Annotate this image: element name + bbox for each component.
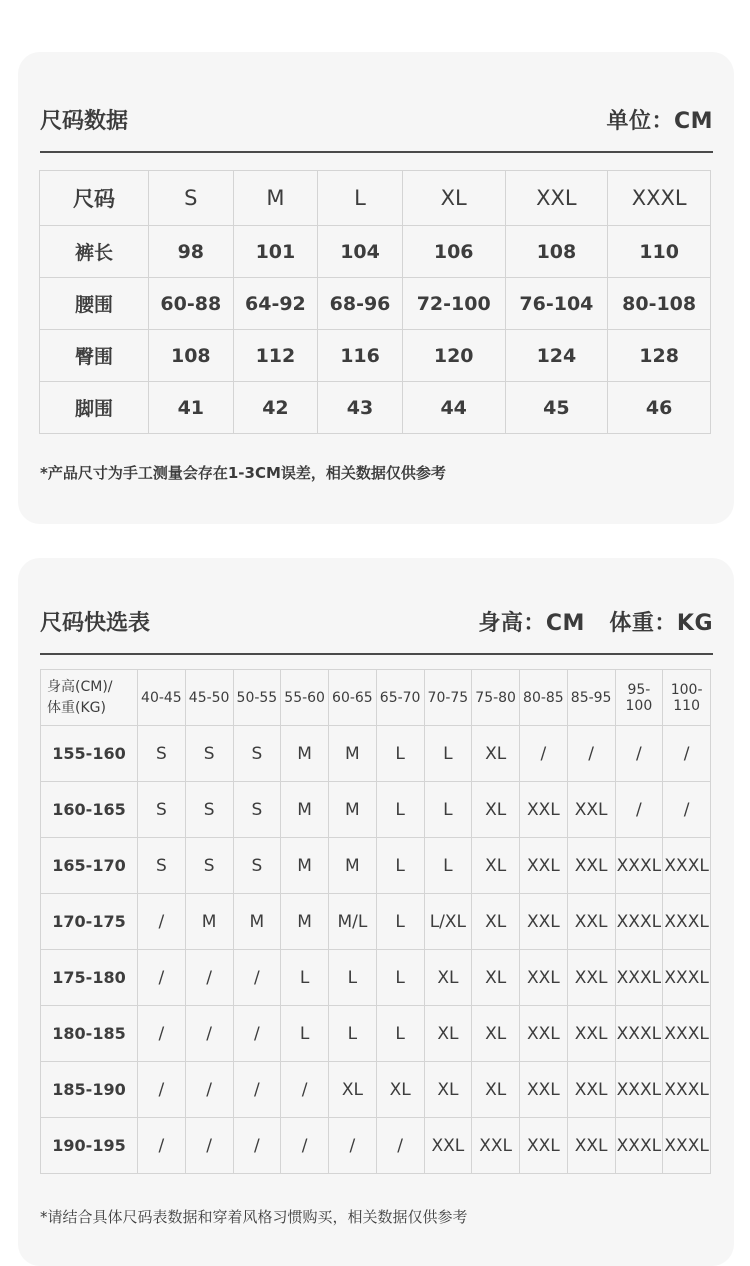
size-recommendation-cell: XXL bbox=[567, 1062, 615, 1118]
size-recommendation-cell: L bbox=[424, 726, 472, 782]
size-recommendation-cell: XXXL bbox=[615, 1006, 663, 1062]
size-recommendation-cell: XL bbox=[424, 1006, 472, 1062]
size-recommendation-cell: S bbox=[138, 838, 186, 894]
size-recommendation-cell: L bbox=[424, 838, 472, 894]
quick-select-table bbox=[40, 669, 711, 1174]
quick-select-header bbox=[40, 606, 713, 637]
size-header-cell: XXXL bbox=[608, 171, 711, 226]
measurement-cell: 76-104 bbox=[505, 278, 608, 330]
corner-line-1: 身高(CM)/ bbox=[47, 678, 113, 695]
size-recommendation-cell: XXL bbox=[567, 1006, 615, 1062]
size-recommendation-cell: / bbox=[185, 1062, 233, 1118]
size-recommendation-cell: S bbox=[138, 726, 186, 782]
height-label: 170-175 bbox=[41, 894, 138, 950]
size-header-cell: XL bbox=[402, 171, 505, 226]
size-recommendation-cell: / bbox=[615, 782, 663, 838]
weight-header-cell: 60-65 bbox=[329, 670, 377, 726]
size-recommendation-cell: / bbox=[138, 1062, 186, 1118]
measurement-cell: 43 bbox=[318, 382, 403, 434]
size-recommendation-cell: XXXL bbox=[663, 1006, 711, 1062]
size-recommendation-cell: XXL bbox=[520, 1118, 568, 1174]
measurement-cell: 64-92 bbox=[233, 278, 318, 330]
size-recommendation-cell: / bbox=[376, 1118, 424, 1174]
size-recommendation-cell: / bbox=[663, 782, 711, 838]
height-label: 160-165 bbox=[41, 782, 138, 838]
measurement-cell: 110 bbox=[608, 226, 711, 278]
table-row bbox=[41, 1006, 711, 1062]
weight-header-cell: 45-50 bbox=[185, 670, 233, 726]
table-row bbox=[41, 1118, 711, 1174]
measurement-cell: 120 bbox=[402, 330, 505, 382]
height-label: 180-185 bbox=[41, 1006, 138, 1062]
size-header-row bbox=[40, 171, 711, 226]
table-row bbox=[40, 226, 711, 278]
size-header-cell: M bbox=[233, 171, 318, 226]
size-recommendation-cell: XXL bbox=[520, 782, 568, 838]
size-recommendation-cell: XXL bbox=[520, 894, 568, 950]
measurement-cell: 80-108 bbox=[608, 278, 711, 330]
header-divider bbox=[40, 151, 713, 153]
size-recommendation-cell: M bbox=[281, 726, 329, 782]
size-recommendation-cell: M bbox=[281, 838, 329, 894]
size-recommendation-cell: M bbox=[281, 894, 329, 950]
size-recommendation-cell: XXXL bbox=[663, 894, 711, 950]
weight-header-cell: 55-60 bbox=[281, 670, 329, 726]
table-row bbox=[40, 278, 711, 330]
measurement-cell: 98 bbox=[149, 226, 234, 278]
size-recommendation-cell: / bbox=[233, 1062, 281, 1118]
size-recommendation-cell: L bbox=[281, 950, 329, 1006]
size-recommendation-cell: XXXL bbox=[615, 950, 663, 1006]
corner-line-2: 体重(KG) bbox=[47, 699, 106, 716]
size-recommendation-cell: L bbox=[424, 782, 472, 838]
size-recommendation-cell: / bbox=[185, 1118, 233, 1174]
height-label: 185-190 bbox=[41, 1062, 138, 1118]
size-recommendation-cell: / bbox=[138, 894, 186, 950]
size-recommendation-cell: / bbox=[138, 950, 186, 1006]
height-label: 190-195 bbox=[41, 1118, 138, 1174]
size-recommendation-cell: / bbox=[233, 950, 281, 1006]
size-recommendation-cell: XXXL bbox=[615, 894, 663, 950]
table-row bbox=[40, 382, 711, 434]
size-recommendation-cell: XXXL bbox=[615, 838, 663, 894]
size-recommendation-cell: / bbox=[185, 950, 233, 1006]
measurement-cell: 68-96 bbox=[318, 278, 403, 330]
size-data-unit: 单位：CM bbox=[606, 109, 713, 134]
size-recommendation-cell: XXL bbox=[567, 782, 615, 838]
measurement-cell: 128 bbox=[608, 330, 711, 382]
size-recommendation-cell: M bbox=[233, 894, 281, 950]
size-recommendation-cell: XXL bbox=[567, 950, 615, 1006]
size-data-table bbox=[39, 170, 711, 434]
size-recommendation-cell: L bbox=[376, 1006, 424, 1062]
size-recommendation-cell: S bbox=[233, 838, 281, 894]
quick-select-title: 尺码快选表 bbox=[40, 611, 151, 636]
size-recommendation-cell: XXL bbox=[567, 1118, 615, 1174]
size-recommendation-cell: S bbox=[233, 726, 281, 782]
size-recommendation-cell: L bbox=[329, 950, 377, 1006]
weight-header-cell: 50-55 bbox=[233, 670, 281, 726]
height-label: 175-180 bbox=[41, 950, 138, 1006]
weight-header-row bbox=[41, 670, 711, 726]
size-recommendation-cell: L bbox=[376, 894, 424, 950]
size-header-cell: S bbox=[149, 171, 234, 226]
size-recommendation-cell: / bbox=[520, 726, 568, 782]
size-recommendation-cell: XL bbox=[472, 838, 520, 894]
size-recommendation-cell: L/XL bbox=[424, 894, 472, 950]
size-recommendation-cell: L bbox=[329, 1006, 377, 1062]
measurement-cell: 46 bbox=[608, 382, 711, 434]
weight-header-cell: 95-100 bbox=[615, 670, 663, 726]
measurement-cell: 104 bbox=[318, 226, 403, 278]
size-data-header bbox=[40, 104, 713, 135]
size-recommendation-cell: XXXL bbox=[615, 1062, 663, 1118]
size-recommendation-cell: XXL bbox=[520, 950, 568, 1006]
size-recommendation-cell: / bbox=[233, 1118, 281, 1174]
measurement-cell: 42 bbox=[233, 382, 318, 434]
size-recommendation-cell: / bbox=[329, 1118, 377, 1174]
size-header-cell: L bbox=[318, 171, 403, 226]
size-recommendation-cell: XXXL bbox=[663, 838, 711, 894]
weight-header-cell: 100-110 bbox=[663, 670, 711, 726]
size-recommendation-cell: XL bbox=[472, 950, 520, 1006]
measurement-cell: 116 bbox=[318, 330, 403, 382]
size-recommendation-cell: L bbox=[281, 1006, 329, 1062]
quick-select-unit: 身高：CM 体重：KG bbox=[478, 611, 713, 636]
size-recommendation-cell: S bbox=[185, 726, 233, 782]
measurement-cell: 72-100 bbox=[402, 278, 505, 330]
measurement-cell: 106 bbox=[402, 226, 505, 278]
table-row bbox=[41, 726, 711, 782]
size-recommendation-cell: XXXL bbox=[663, 950, 711, 1006]
size-recommendation-cell: XXL bbox=[424, 1118, 472, 1174]
size-data-title: 尺码数据 bbox=[40, 109, 129, 134]
size-header-cell: XXL bbox=[505, 171, 608, 226]
table-row bbox=[41, 950, 711, 1006]
measurement-cell: 124 bbox=[505, 330, 608, 382]
height-label: 155-160 bbox=[41, 726, 138, 782]
size-recommendation-cell: XXL bbox=[567, 894, 615, 950]
size-recommendation-cell: XL bbox=[472, 894, 520, 950]
size-recommendation-cell: XXXL bbox=[615, 1118, 663, 1174]
size-data-card bbox=[18, 52, 734, 524]
size-recommendation-cell: S bbox=[233, 782, 281, 838]
size-data-note: *产品尺寸为手工测量会存在1-3CM误差，相关数据仅供参考 bbox=[40, 464, 446, 482]
table-row bbox=[41, 894, 711, 950]
size-recommendation-cell: XL bbox=[472, 1006, 520, 1062]
size-recommendation-cell: / bbox=[233, 1006, 281, 1062]
size-recommendation-cell: XXL bbox=[520, 838, 568, 894]
measurement-cell: 44 bbox=[402, 382, 505, 434]
size-recommendation-cell: XXXL bbox=[663, 1062, 711, 1118]
size-recommendation-cell: / bbox=[663, 726, 711, 782]
size-recommendation-cell: M bbox=[185, 894, 233, 950]
measurement-cell: 45 bbox=[505, 382, 608, 434]
measurement-cell: 112 bbox=[233, 330, 318, 382]
table-row bbox=[40, 330, 711, 382]
row-label: 臀围 bbox=[40, 330, 149, 382]
row-label: 脚围 bbox=[40, 382, 149, 434]
size-recommendation-cell: XL bbox=[424, 950, 472, 1006]
size-recommendation-cell: XL bbox=[424, 1062, 472, 1118]
measurement-cell: 60-88 bbox=[149, 278, 234, 330]
size-recommendation-cell: L bbox=[376, 950, 424, 1006]
height-weight-corner bbox=[41, 670, 138, 726]
size-recommendation-cell: XL bbox=[472, 726, 520, 782]
measurement-cell: 41 bbox=[149, 382, 234, 434]
size-recommendation-cell: M bbox=[329, 838, 377, 894]
size-recommendation-cell: / bbox=[567, 726, 615, 782]
size-recommendation-cell: XL bbox=[472, 782, 520, 838]
measurement-cell: 108 bbox=[505, 226, 608, 278]
size-recommendation-cell: M bbox=[329, 782, 377, 838]
size-recommendation-cell: L bbox=[376, 782, 424, 838]
size-recommendation-cell: / bbox=[185, 1006, 233, 1062]
size-recommendation-cell: XL bbox=[472, 1062, 520, 1118]
weight-header-cell: 75-80 bbox=[472, 670, 520, 726]
row-label: 裤长 bbox=[40, 226, 149, 278]
size-recommendation-cell: XXL bbox=[567, 838, 615, 894]
weight-header-cell: 65-70 bbox=[376, 670, 424, 726]
size-recommendation-cell: S bbox=[138, 782, 186, 838]
size-recommendation-cell: XL bbox=[376, 1062, 424, 1118]
quick-select-note: *请结合具体尺码表数据和穿着风格习惯购买，相关数据仅供参考 bbox=[40, 1208, 468, 1226]
size-recommendation-cell: M bbox=[281, 782, 329, 838]
size-recommendation-cell: L bbox=[376, 838, 424, 894]
size-recommendation-cell: / bbox=[138, 1006, 186, 1062]
quick-select-card bbox=[18, 558, 734, 1266]
row-label: 腰围 bbox=[40, 278, 149, 330]
size-recommendation-cell: S bbox=[185, 782, 233, 838]
size-recommendation-cell: / bbox=[615, 726, 663, 782]
size-recommendation-cell: M bbox=[329, 726, 377, 782]
size-header-label: 尺码 bbox=[40, 171, 149, 226]
table-row bbox=[41, 782, 711, 838]
header-divider bbox=[40, 653, 713, 655]
weight-header-cell: 80-85 bbox=[520, 670, 568, 726]
size-recommendation-cell: / bbox=[138, 1118, 186, 1174]
size-recommendation-cell: XXXL bbox=[663, 1118, 711, 1174]
size-recommendation-cell: XXL bbox=[520, 1062, 568, 1118]
table-row bbox=[41, 838, 711, 894]
size-recommendation-cell: / bbox=[281, 1062, 329, 1118]
size-recommendation-cell: S bbox=[185, 838, 233, 894]
measurement-cell: 108 bbox=[149, 330, 234, 382]
size-recommendation-cell: M/L bbox=[329, 894, 377, 950]
size-recommendation-cell: L bbox=[376, 726, 424, 782]
height-label: 165-170 bbox=[41, 838, 138, 894]
table-row bbox=[41, 1062, 711, 1118]
weight-header-cell: 85-95 bbox=[567, 670, 615, 726]
weight-header-cell: 70-75 bbox=[424, 670, 472, 726]
size-recommendation-cell: XXL bbox=[520, 1006, 568, 1062]
size-recommendation-cell: XL bbox=[329, 1062, 377, 1118]
size-recommendation-cell: XXL bbox=[472, 1118, 520, 1174]
weight-header-cell: 40-45 bbox=[138, 670, 186, 726]
measurement-cell: 101 bbox=[233, 226, 318, 278]
size-recommendation-cell: / bbox=[281, 1118, 329, 1174]
